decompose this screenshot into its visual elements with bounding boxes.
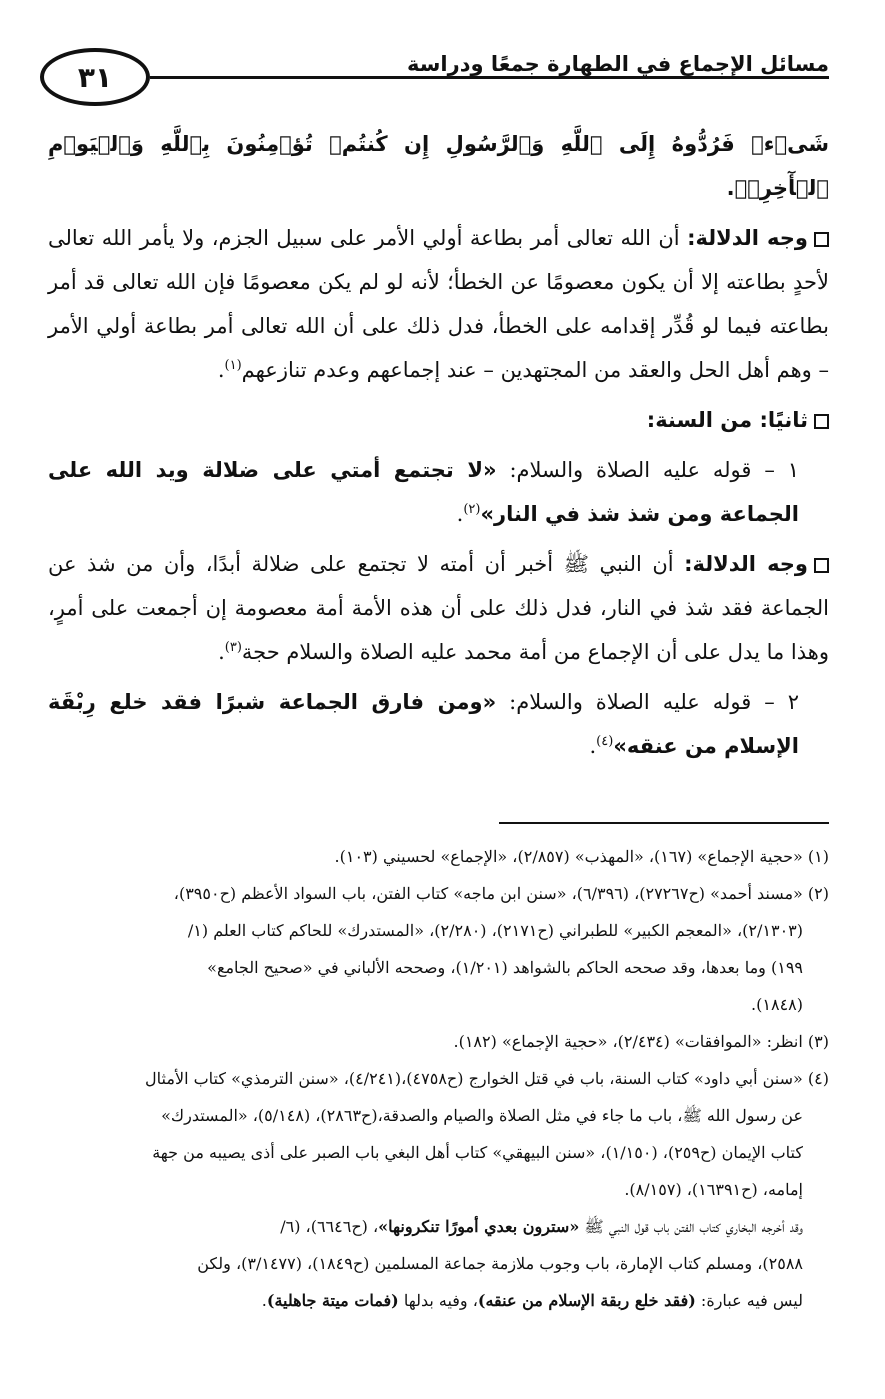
- paragraph-evidence-1: [48, 216, 829, 392]
- quran-verse: شَىۡءٖ فَرُدُّوهُ إِلَى ٱللَّهِ وَٱلرَّسُولِ إِن كُنتُمۡ تُؤۡمِنُونَ بِٱللَّهِ وَٱلۡيَوۡمِ ٱلۡأٓخِرِۚ﴾.: [48, 132, 829, 200]
- section-heading: ثانيًا: من السنة:: [48, 398, 829, 442]
- hadith-intro: ١ – قوله عليه الصلاة والسلام:: [509, 458, 799, 482]
- footnote-2-line: (١٨٤٨).: [751, 995, 803, 1014]
- header-rule: [150, 76, 829, 79]
- footnote-4-line: ٢٥٨٨)، ومسلم كتاب الإمارة، باب وجوب ملازمة جماعة المسلمين (ح١٨٤٩)، (٣/١٤٧٧)، ولكن: [197, 1254, 803, 1273]
- footnote-4-line: كتاب الإيمان (ح٢٥٩)، (١/١٥٠)، «سنن البيهقي» كتاب أهل البغي باب الصبر على أذى يصيبه من جهة: [152, 1143, 803, 1162]
- hadith-text: «ومن فارق الجماعة شبرًا فقد خلع رِبْقَة الإسلام من عنقه»: [48, 690, 799, 758]
- evidence-label: وجه الدلالة:: [684, 552, 808, 576]
- square-bullet-icon: [814, 414, 829, 429]
- evidence-text: أن الله تعالى أمر بطاعة أولي الأمر على سبيل الجزم، ولا يأمر الله تعالى لأحدٍ بطاعته إلا أن يكون معصومًا عن الخطأ؛ لأنه لو لم يكن معصومًا فإن الله تعالى قد أمر بطاعته فيما لو قُدِّر إقدامه على الخطأ، فدل ذلك على أن الله تعالى أمر بطاعة أولي الأمر – وهم أهل الحل والعقد من المجتهدين – عند إجماعهم وعدم تنازعهم: [48, 226, 829, 382]
- period: .: [217, 358, 225, 382]
- period: .: [456, 502, 464, 526]
- evidence-label: وجه الدلالة:: [687, 226, 808, 250]
- footnotes: [48, 838, 829, 1319]
- footnote-ref: (٣): [224, 640, 242, 655]
- period: .: [589, 734, 597, 758]
- footnote-4: (٤) «سنن أبي داود» كتاب السنة، باب في قتل الخوارج (ح٤٧٥٨)،(٤/٢٤١)، «سنن الترمذي» كتاب الأمثال: [145, 1069, 829, 1088]
- hadith-2: [48, 680, 829, 768]
- footnote-ref: (٢): [463, 502, 481, 517]
- footnote-4-line: إمامه، (ح١٦٣٩١)، (٨/١٥٧).: [624, 1180, 803, 1199]
- footnote-separator: [499, 822, 829, 824]
- footnote-3: (٣) انظر: «الموافقات» (٢/٤٣٤)، «حجية الإجماع» (١٨٢).: [453, 1032, 829, 1051]
- footnote-4-line: عن رسول الله ﷺ، باب ما جاء في مثل الصلاة والصيام والصدقة،(ح٢٨٦٣)، (٥/١٤٨)، «المستدرك»: [161, 1106, 803, 1125]
- footnote-2-line: ١٩٩) وما بعدها، وقد صححه الحاكم بالشواهد (١/٢٠١)، وصححه الألباني في «صحيح الجامع»: [207, 958, 803, 977]
- footnote-2-line: (٢/١٣٠٣)، «المعجم الكبير» للطبراني (ح٢١٧١)، (٢/٢٨٠)، «المستدرك» للحاكم كتاب العلم (١/: [187, 921, 803, 940]
- footnote-4-line: ليس فيه عبارة: (فقد خلع ربقة الإسلام من عنقه)، وفيه بدلها (فمات ميتة جاهلية).: [261, 1291, 803, 1310]
- page-number: ٣١: [40, 48, 150, 106]
- footnote-2: (٢) «مسند أحمد» (ح٢٧٢٦٧)، (٦/٣٩٦)، «سنن ابن ماجه» كتاب الفتن، باب السواد الأعظم (ح٣٩٥٠)،: [173, 884, 829, 903]
- footnote-4-line: وقد أخرجه البخاري كتاب الفتن باب قول النبي ﷺ «سترون بعدي أمورًا تنكرونها»، (ح٦٦٤٦)، (٦/: [280, 1217, 803, 1236]
- evidence-text: أن النبي ﷺ أخبر أن أمته لا تجتمع على ضلالة أبدًا، وأن من شذ عن الجماعة فقد شذ في النار، فدل ذلك على أن هذه الأمة أمة معصومة إن أجمعت على أمرٍ، وهذا ما يدل على أن الإجماع من أمة محمد عليه الصلاة والسلام حجة: [48, 552, 829, 664]
- hadith-1: [48, 448, 829, 536]
- footnote-ref: (١): [224, 358, 242, 373]
- footnote-ref: (٤): [596, 734, 614, 749]
- main-text: [48, 122, 829, 774]
- hadith-text: «لا تجتمع أمتي على ضلالة ويد الله على الجماعة ومن شذ شذ في النار»: [48, 458, 799, 526]
- footnote-1: (١) «حجية الإجماع» (١٦٧)، «المهذب» (٢/٨٥٧)، «الإجماع» لحسيني (١٠٣).: [334, 847, 829, 866]
- period: .: [218, 640, 225, 664]
- square-bullet-icon: [814, 558, 829, 573]
- header-title: مسائل الإجماع في الطهارة جمعًا ودراسة: [407, 52, 829, 76]
- square-bullet-icon: [814, 232, 829, 247]
- paragraph-evidence-2: [48, 542, 829, 674]
- hadith-intro: ٢ – قوله عليه الصلاة والسلام:: [509, 690, 799, 714]
